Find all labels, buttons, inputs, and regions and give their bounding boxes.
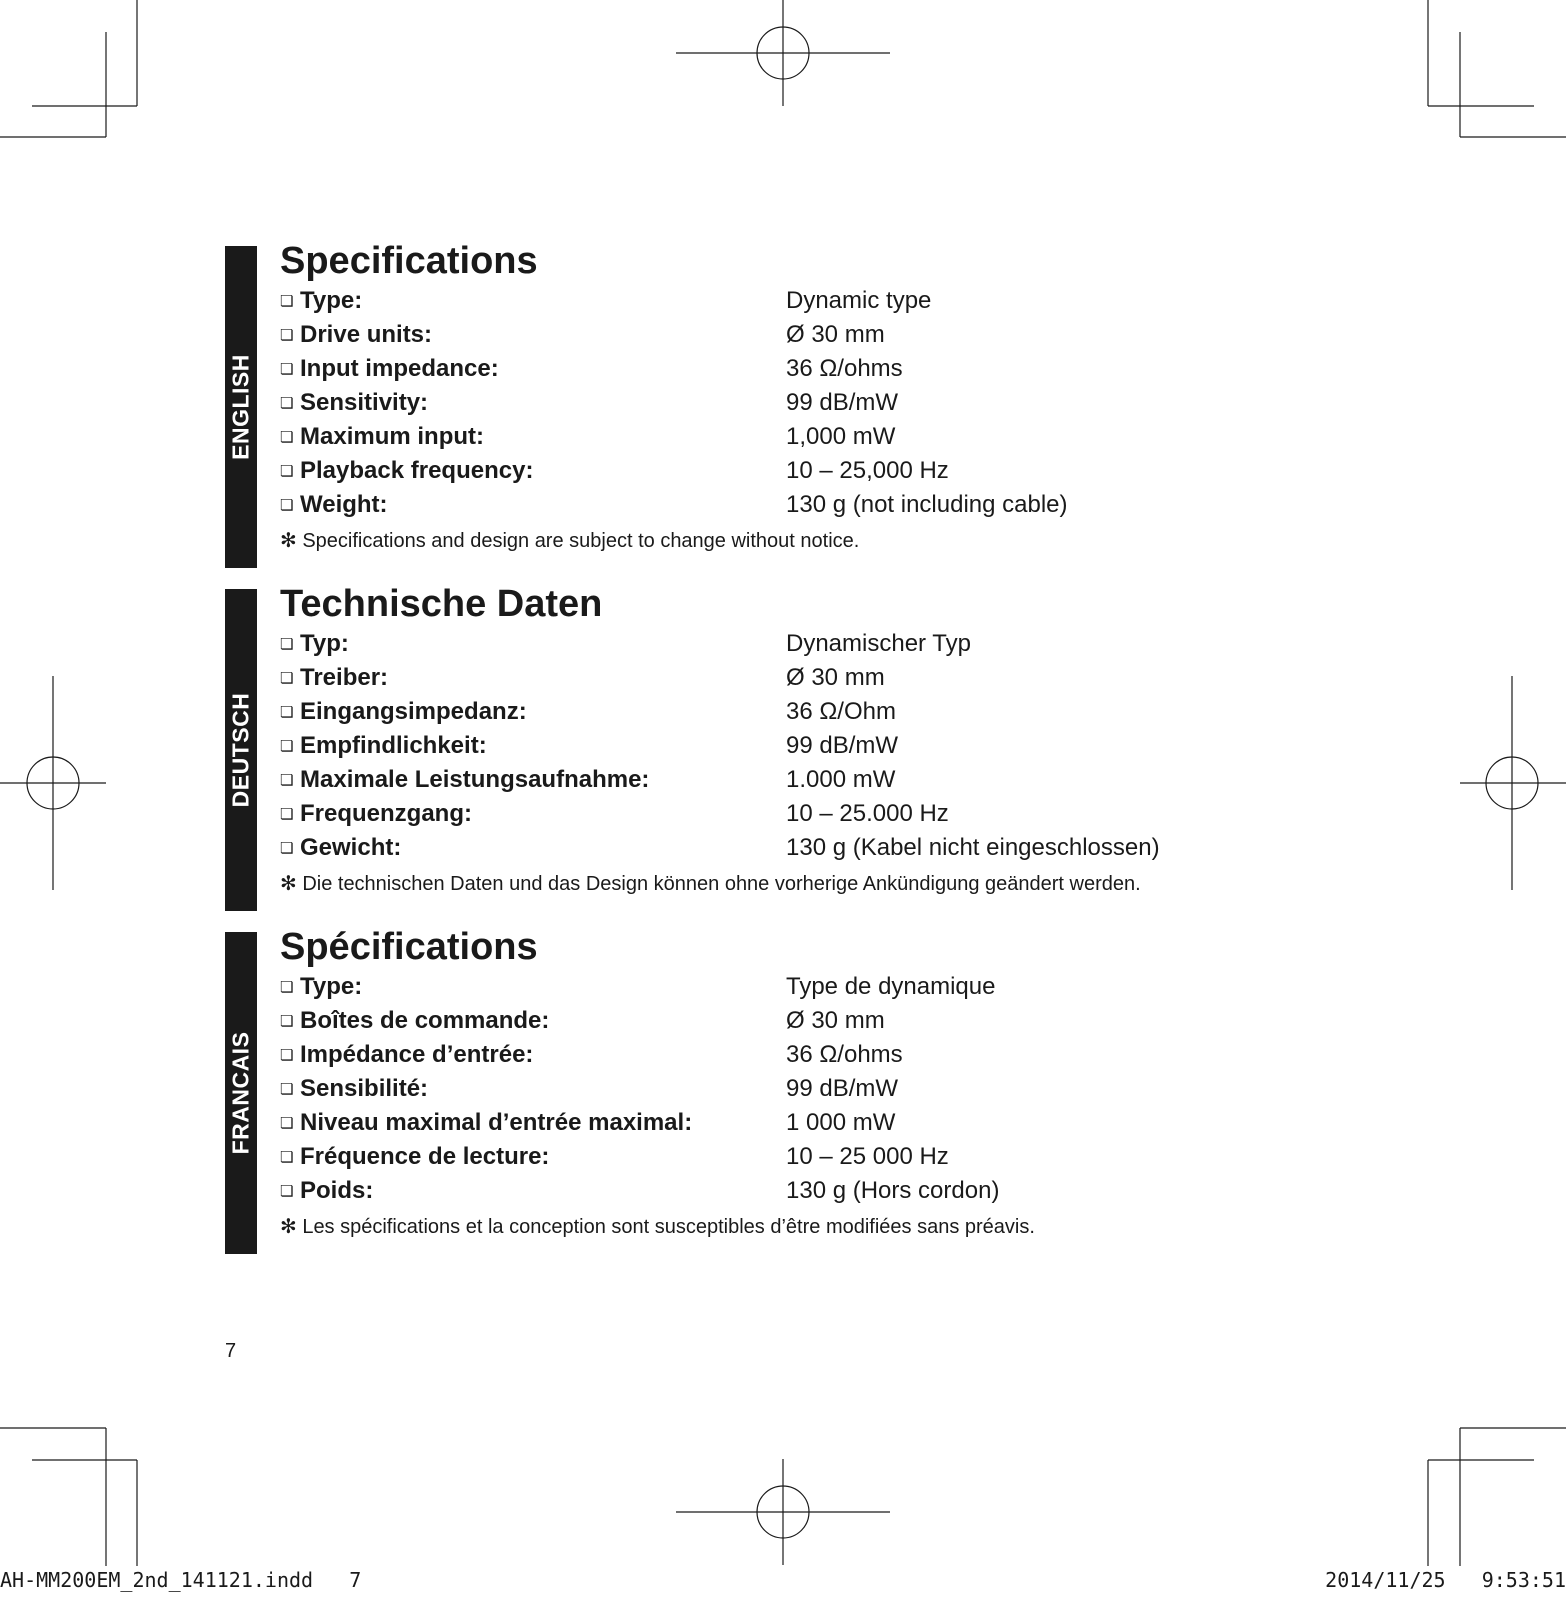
section-title: Specifications	[280, 240, 538, 282]
checkbox-bullet-icon: ❏	[280, 1149, 294, 1166]
spec-row-drive-units	[280, 318, 1068, 352]
section-title: Spécifications	[280, 926, 538, 968]
spec-value: 10 – 25,000 Hz	[786, 457, 949, 484]
language-tab-deutsch	[225, 589, 257, 911]
spec-row-sensitivity	[280, 386, 1068, 420]
checkbox-bullet-icon: ❏	[280, 1013, 294, 1030]
spec-value: 130 g (Kabel nicht eingeschlossen)	[786, 834, 1160, 861]
spec-label: Playback frequency:	[300, 457, 534, 484]
section-title: Technische Daten	[280, 583, 603, 625]
spec-label: Gewicht:	[300, 834, 402, 861]
checkbox-bullet-icon: ❏	[280, 1081, 294, 1098]
spec-label: Poids:	[300, 1177, 374, 1204]
spec-label: Eingangsimpedanz:	[300, 698, 527, 725]
spec-value: Type de dynamique	[786, 973, 996, 1000]
checkbox-bullet-icon: ❏	[280, 979, 294, 996]
language-tab-francais	[225, 932, 257, 1254]
checkbox-bullet-icon: ❏	[280, 840, 294, 857]
checkbox-bullet-icon: ❏	[280, 670, 294, 687]
spec-value: 130 g (Hors cordon)	[786, 1177, 1000, 1204]
spec-label: Input impedance:	[300, 355, 499, 382]
specs-section-english	[225, 240, 1525, 568]
spec-label: Maximum input:	[300, 423, 484, 450]
spec-list	[280, 627, 1160, 865]
spec-value: 99 dB/mW	[786, 389, 899, 416]
spec-list	[280, 970, 999, 1208]
spec-value: 10 – 25.000 Hz	[786, 800, 949, 827]
checkbox-bullet-icon: ❏	[280, 293, 294, 310]
language-tab-label: FRANCAIS	[227, 1031, 254, 1155]
spec-label: Empfindlichkeit:	[300, 732, 487, 759]
spec-row-impedance	[280, 352, 1068, 386]
checkbox-bullet-icon: ❏	[280, 395, 294, 412]
spec-row-frequency	[280, 797, 1160, 831]
specs-section-francais	[225, 926, 1525, 1254]
language-tab-label: ENGLISH	[227, 354, 254, 460]
spec-label: Treiber:	[300, 664, 389, 691]
spec-row-type	[280, 627, 1160, 661]
spec-value: 36 Ω/Ohm	[786, 698, 896, 725]
spec-value: 10 – 25 000 Hz	[786, 1143, 949, 1170]
checkbox-bullet-icon: ❏	[280, 429, 294, 446]
spec-label: Fréquence de lecture:	[300, 1143, 550, 1170]
spec-label: Boîtes de commande:	[300, 1007, 550, 1034]
spec-value: 99 dB/mW	[786, 1075, 899, 1102]
page-number: 7	[225, 1340, 237, 1362]
spec-row-sensitivity	[280, 1072, 999, 1106]
spec-row-frequency	[280, 1140, 999, 1174]
specs-section-deutsch	[225, 583, 1525, 911]
spec-label: Sensitivity:	[300, 389, 429, 416]
spec-row-weight	[280, 1174, 999, 1208]
section-note: ✻ Die technischen Daten und das Design können ohne vorherige Ankündigung geändert werden.	[280, 873, 1141, 895]
spec-row-impedance	[280, 1038, 999, 1072]
checkbox-bullet-icon: ❏	[280, 497, 294, 514]
spec-row-type	[280, 284, 1068, 318]
checkbox-bullet-icon: ❏	[280, 806, 294, 823]
spec-list	[280, 284, 1068, 522]
spec-row-weight	[280, 831, 1160, 865]
spec-row-drive-units	[280, 1004, 999, 1038]
spec-row-frequency	[280, 454, 1068, 488]
spec-row-drive-units	[280, 661, 1160, 695]
spec-row-weight	[280, 488, 1068, 522]
spec-label: Frequenzgang:	[300, 800, 472, 827]
spec-label: Type:	[300, 973, 363, 1000]
spec-value: 130 g (not including cable)	[786, 491, 1068, 518]
spec-value: Ø 30 mm	[786, 1007, 885, 1034]
spec-row-sensitivity	[280, 729, 1160, 763]
slug-timestamp: 2014/11/25 9:53:51	[1325, 1568, 1566, 1592]
spec-value: 1 000 mW	[786, 1109, 896, 1136]
spec-label: Drive units:	[300, 321, 433, 348]
spec-row-type	[280, 970, 999, 1004]
language-tab-english	[225, 246, 257, 568]
language-tab-label: DEUTSCH	[227, 692, 254, 808]
spec-label: Maximale Leistungsaufnahme:	[300, 766, 650, 793]
spec-label: Weight:	[300, 491, 388, 518]
spec-value: 99 dB/mW	[786, 732, 899, 759]
checkbox-bullet-icon: ❏	[280, 1047, 294, 1064]
checkbox-bullet-icon: ❏	[280, 1115, 294, 1132]
spec-label: Niveau maximal d’entrée maximal:	[300, 1109, 693, 1136]
checkbox-bullet-icon: ❏	[280, 704, 294, 721]
checkbox-bullet-icon: ❏	[280, 463, 294, 480]
spec-label: Type:	[300, 287, 363, 314]
spec-row-max-input	[280, 763, 1160, 797]
section-note: ✻ Specifications and design are subject to change without notice.	[280, 530, 860, 552]
checkbox-bullet-icon: ❏	[280, 636, 294, 653]
spec-row-impedance	[280, 695, 1160, 729]
checkbox-bullet-icon: ❏	[280, 327, 294, 344]
section-note: ✻ Les spécifications et la conception sont susceptibles d’être modifiées sans préavis.	[280, 1216, 1035, 1238]
spec-label: Typ:	[300, 630, 349, 657]
spec-value: 1.000 mW	[786, 766, 896, 793]
spec-value: Dynamischer Typ	[786, 630, 971, 657]
spec-value: Dynamic type	[786, 287, 932, 314]
spec-value: 36 Ω/ohms	[786, 355, 903, 382]
spec-value: Ø 30 mm	[786, 321, 885, 348]
spec-row-max-input	[280, 420, 1068, 454]
spec-value: 1,000 mW	[786, 423, 896, 450]
spec-row-max-input	[280, 1106, 999, 1140]
spec-value: Ø 30 mm	[786, 664, 885, 691]
checkbox-bullet-icon: ❏	[280, 1183, 294, 1200]
checkbox-bullet-icon: ❏	[280, 772, 294, 789]
checkbox-bullet-icon: ❏	[280, 361, 294, 378]
spec-label: Impédance d’entrée:	[300, 1041, 534, 1068]
slug-file-name: AH-MM200EM_2nd_141121.indd 7	[0, 1568, 362, 1592]
checkbox-bullet-icon: ❏	[280, 738, 294, 755]
spec-value: 36 Ω/ohms	[786, 1041, 903, 1068]
spec-label: Sensibilité:	[300, 1075, 429, 1102]
